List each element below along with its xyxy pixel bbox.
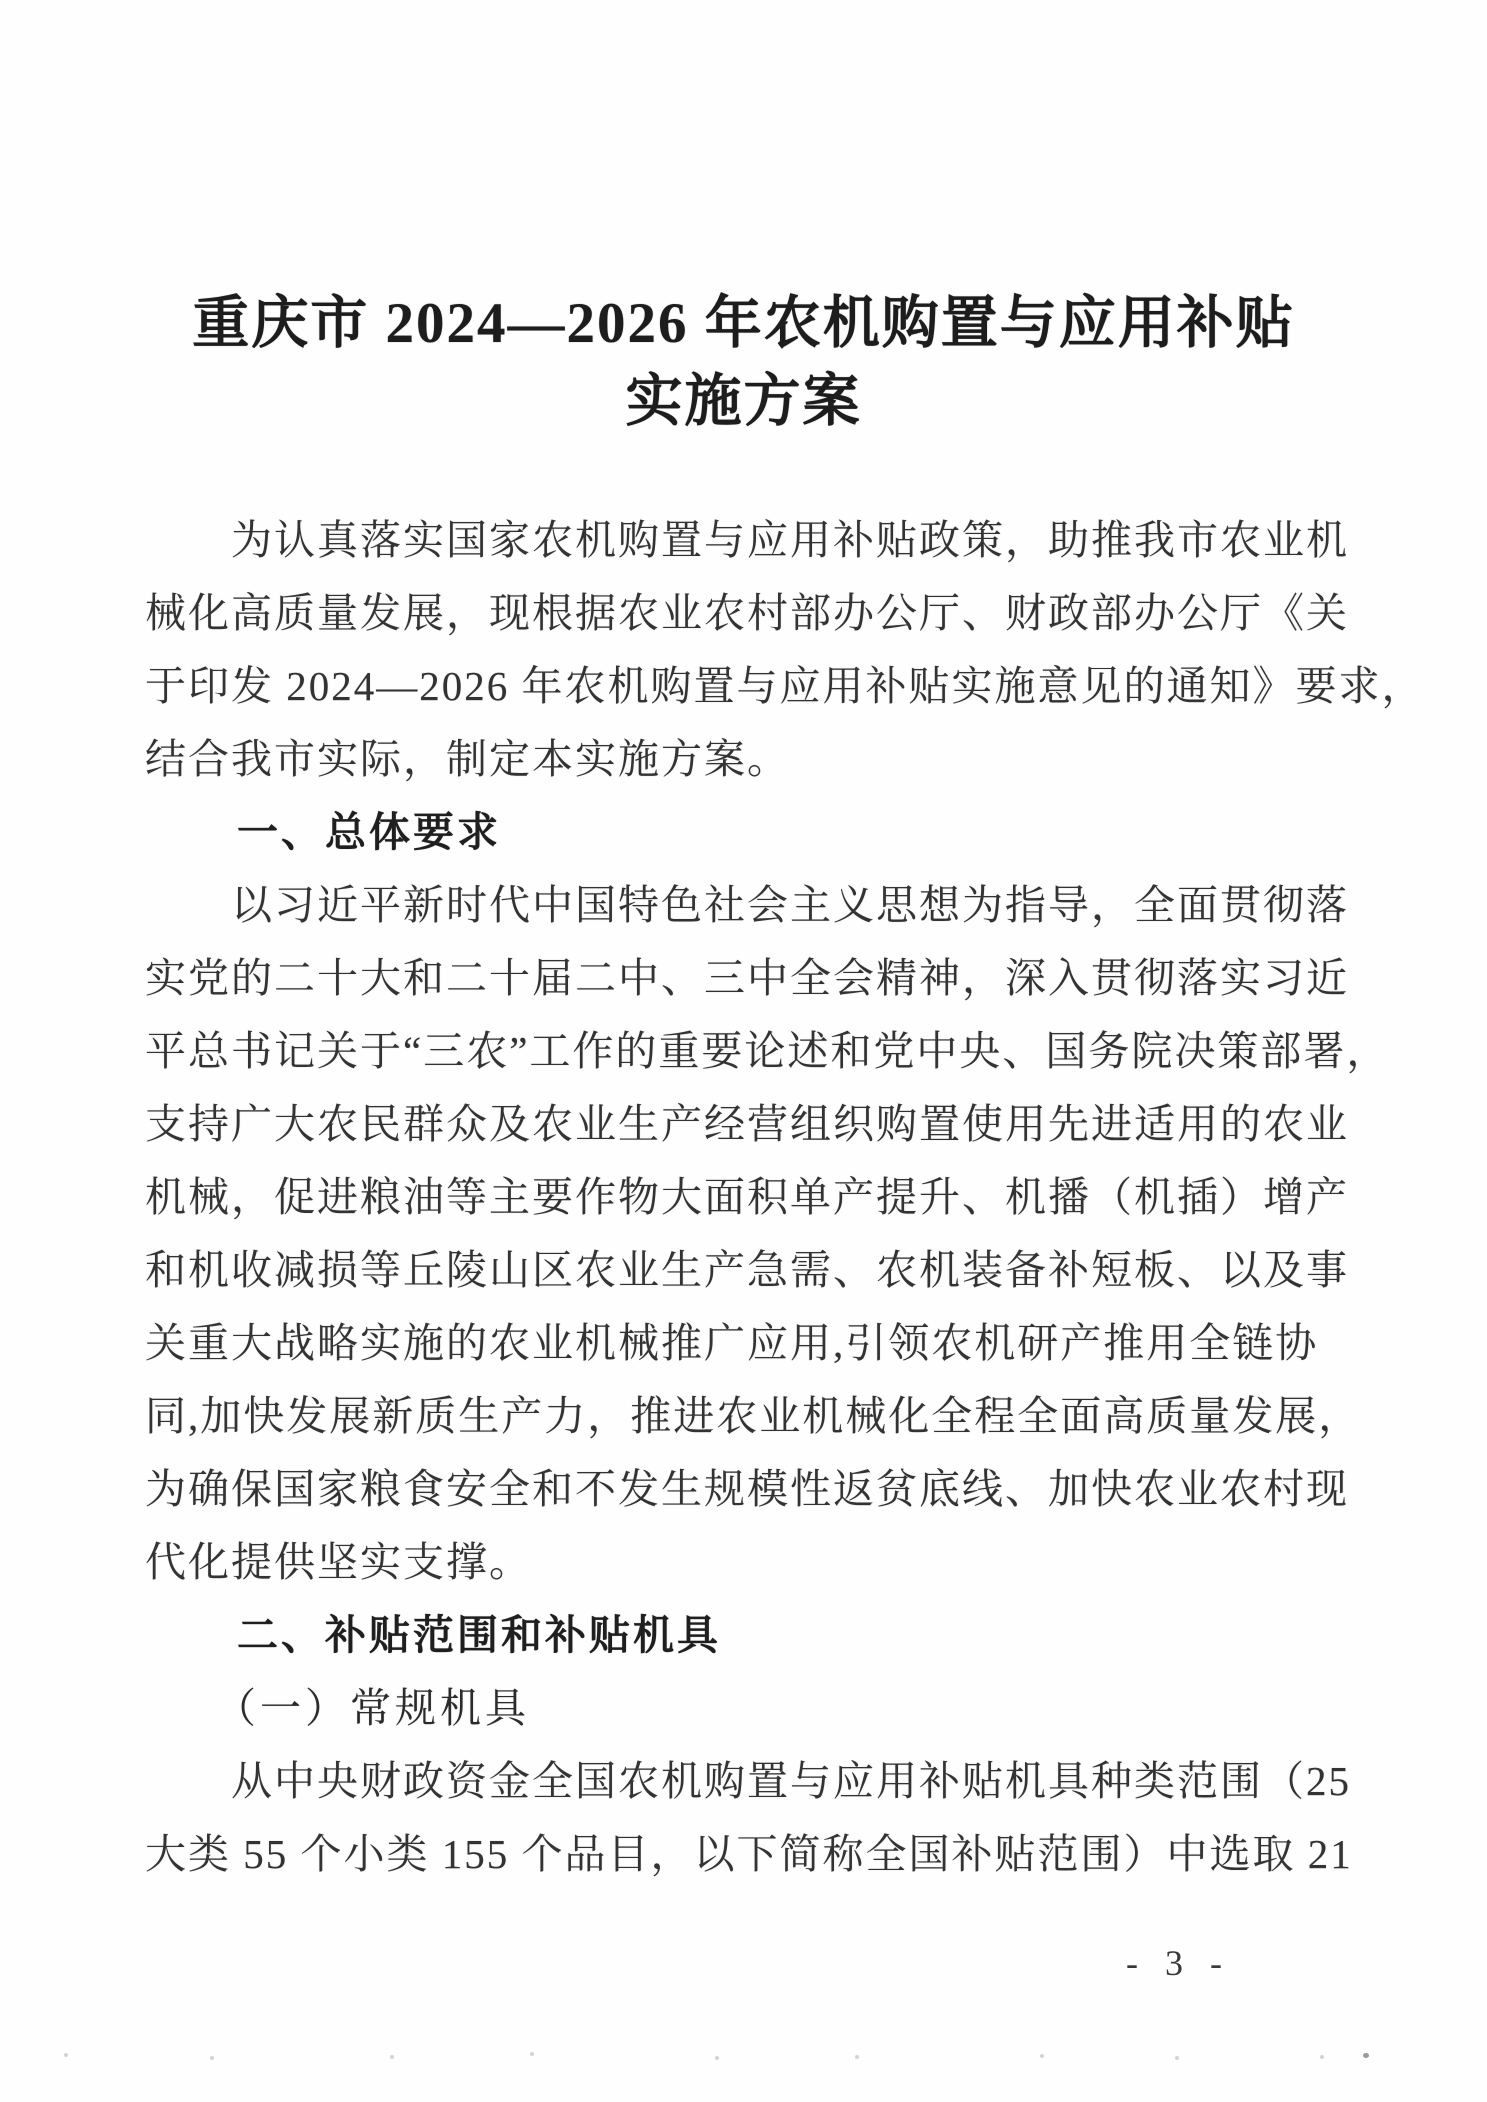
text-line: 结合我市实际，制定本实施方案。 (145, 736, 790, 782)
speckle (390, 2055, 394, 2059)
text-line: 二、补贴范围和补贴机具 (237, 1612, 721, 1658)
speckle (1320, 2055, 1324, 2059)
text-line: 和机收减损等丘陵山区农业生产急需、农机装备补短板、以及事 (145, 1247, 1349, 1293)
text-line: 以习近平新时代中国特色社会主义思想为指导，全面贯彻落 (231, 882, 1349, 928)
text-line: 大类 55 个小类 155 个品目，以下简称全国补贴范围）中选取 21 (145, 1831, 1353, 1877)
text-line: 实党的二十大和二十届二中、三中全会精神，深入贯彻落实习近 (145, 955, 1349, 1001)
paragraph (145, 869, 1390, 1599)
text-line: 机械，促进粮油等主要作物大面积单产提升、机播（机插）增产 (145, 1174, 1349, 1220)
page-number: - 3 - (1126, 1943, 1231, 1983)
text-line: 为认真落实国家农机购置与应用补贴政策，助推我市农业机 (231, 517, 1349, 563)
text-line: 平总书记关于“三农”工作的重要论述和党中央、国务院决策部署， (145, 1028, 1390, 1074)
speckle (210, 2056, 214, 2060)
speckle (1175, 2056, 1179, 2060)
heading (145, 1599, 1345, 1672)
text-line: 一、总体要求 (237, 809, 501, 855)
speckle (715, 2056, 719, 2060)
heading (145, 796, 1345, 869)
text-line: 支持广大农民群众及农业生产经营组织购置使用先进适用的农业 (145, 1101, 1349, 1147)
speckle (64, 2053, 68, 2057)
text-line: 械化高质量发展，现根据农业农村部办公厅、财政部办公厅《关 (145, 590, 1349, 636)
text-line: 代化提供坚实支撑。 (145, 1539, 532, 1585)
document-body (0, 504, 1425, 1891)
text-line: （一）常规机具 (215, 1685, 530, 1731)
text-line: 同,加快发展新质生产力，推进农业机械化全程全面高质量发展， (145, 1393, 1362, 1439)
subheading (145, 1672, 1345, 1745)
paragraph (145, 504, 1425, 796)
text-line: 于印发 2024—2026 年农机购置与应用补贴实施意见的通知》要求， (145, 663, 1425, 709)
text-line: 为确保国家粮食安全和不发生规模性返贫底线、加快农业农村现 (145, 1466, 1349, 1512)
speckle (1363, 2053, 1369, 2058)
text-line: 关重大战略实施的农业机械推广应用,引领农机研产推用全链协 (145, 1320, 1319, 1366)
title-line-1: 重庆市 2024—2026 年农机购置与应用补贴 (192, 292, 1295, 355)
document-title (0, 0, 1487, 441)
text-line: 从中央财政资金全国农机购置与应用补贴机具种类范围（25 (231, 1758, 1351, 1804)
speckle (530, 2052, 534, 2056)
speckle (855, 2055, 859, 2059)
speckle (1040, 2054, 1044, 2058)
title-line-2: 实施方案 (625, 370, 862, 433)
paragraph (145, 1745, 1353, 1891)
